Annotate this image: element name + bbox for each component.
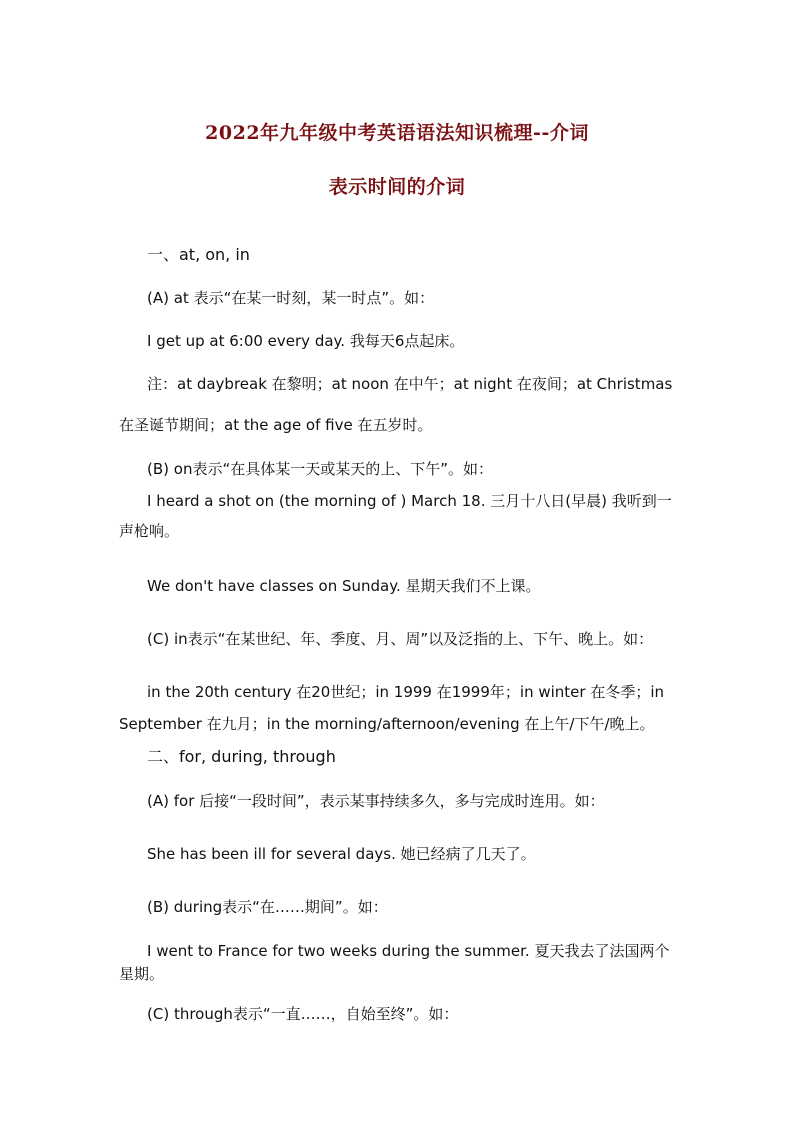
section2-b-example-line1: I went to France for two weeks during the summer. 夏天我去了法国两个 bbox=[147, 942, 670, 960]
section2-b-rule: (B) during表示“在……期间”。如： bbox=[147, 898, 388, 916]
document-subtitle: 表示时间的介词 bbox=[328, 176, 466, 198]
section1-b-example2: We don't have classes on Sunday. 星期天我们不上课。 bbox=[147, 577, 541, 595]
section2-b-example-line2: 星期。 bbox=[119, 965, 165, 983]
section1-b-example1-line1: I heard a shot on (the morning of ) March 18. 三月十八日(早晨) 我听到一 bbox=[147, 492, 672, 510]
section1-a-note-line1: 注：at daybreak 在黎明；at noon 在中午；at night 在夜间；at Christmas bbox=[147, 375, 673, 393]
section1-c-rule: (C) in表示“在某世纪、年、季度、月、周”以及泛指的上、下午、晚上。如： bbox=[147, 630, 654, 648]
section1-a-rule: (A) at 表示“在某一时刻，某一时点”。如： bbox=[147, 289, 435, 307]
section1-c-example-line2: September 在九月；in the morning/afternoon/evening 在上午/下午/晚上。 bbox=[119, 715, 655, 733]
section1-a-example: I get up at 6:00 every day. 我每天6点起床。 bbox=[147, 332, 465, 350]
section1-b-example1-line2: 声枪响。 bbox=[119, 522, 180, 540]
section1-a-note-line2: 在圣诞节期间；at the age of five 在五岁时。 bbox=[119, 416, 433, 434]
section1-b-rule: (B) on表示“在具体某一天或某天的上、下午”。如： bbox=[147, 460, 493, 478]
section2-a-rule: (A) for 后接“一段时间”，表示某事持续多久，多与完成时连用。如： bbox=[147, 792, 605, 810]
section2-heading: 二、for, during, through bbox=[147, 747, 336, 766]
section2-a-example: She has been ill for several days. 她已经病了几天了。 bbox=[147, 845, 536, 863]
section1-heading: 一、at, on, in bbox=[147, 245, 250, 264]
document-title: 2022年九年级中考英语语法知识梳理--介词 bbox=[205, 122, 589, 144]
section1-c-example-line1: in the 20th century 在20世纪；in 1999 在1999年；in winter 在冬季；in bbox=[147, 683, 665, 701]
section2-c-rule: (C) through表示“一直……，自始至终”。如： bbox=[147, 1005, 459, 1023]
